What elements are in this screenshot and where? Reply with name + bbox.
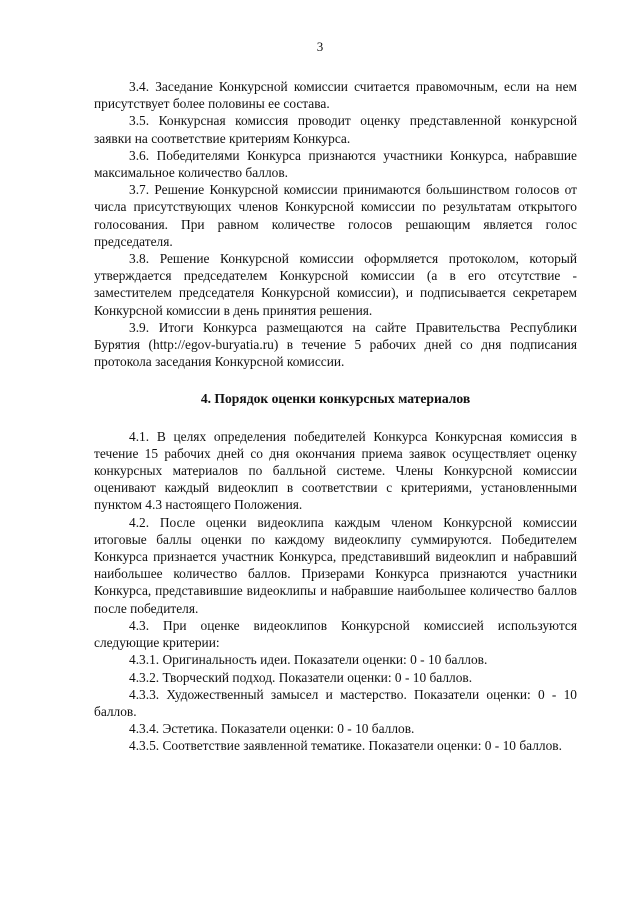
paragraph-4-1: 4.1. В целях определения победителей Конкурса Конкурсная комиссия в течение 15 рабочих дней со дня окончания приема заявок осуществляет оценку конкурсных материалов по балльной системе. Члены Конкурсной комиссии оценивают каждый видеоклип в соответствии с критериями, установленными пунктом 4.3 настоящего Положения. <box>94 428 577 513</box>
paragraph-4-2: 4.2. После оценки видеоклипа каждым членом Конкурсной комиссии итоговые баллы оценки по каждому видеоклипу суммируются. Победителем Конкурса признается участник Конкурса, представивший видеоклип и набравший наибольшее количество баллов. Призерами Конкурса признаются участники Конкурса, представившие видеоклипы и набравшие наибольшее количество баллов после победителя. <box>94 514 577 616</box>
criterion-4-3-1: 4.3.1. Оригинальность идеи. Показатели оценки: 0 - 10 баллов. <box>129 652 488 668</box>
criterion-4-3-4: 4.3.4. Эстетика. Показатели оценки: 0 - 10 баллов. <box>129 721 415 737</box>
page-number: 3 <box>316 39 324 54</box>
paragraph-3-6: 3.6. Победителями Конкурса признаются участники Конкурса, набравшие максимальное количество баллов. <box>94 147 577 181</box>
section-4-heading: 4. Порядок оценки конкурсных материалов <box>200 391 471 407</box>
criterion-4-3-2: 4.3.2. Творческий подход. Показатели оценки: 0 - 10 баллов. <box>129 669 473 685</box>
paragraph-3-7: 3.7. Решение Конкурсной комиссии принимаются большинством голосов от числа присутствующих членов Конкурсной комиссии по результатам открытого голосования. При равном количестве голосов решающим является голос председателя. <box>94 182 577 249</box>
criterion-4-3-5: 4.3.5. Соответствие заявленной тематике. Показатели оценки: 0 - 10 баллов. <box>129 738 562 754</box>
paragraph-3-5: 3.5. Конкурсная комиссия проводит оценку представленной конкурсной заявки на соответствие критериям Конкурса. <box>94 113 577 146</box>
paragraph-3-4: 3.4. Заседание Конкурсной комиссии считается правомочным, если на нем присутствует более половины ее состава. <box>94 79 577 112</box>
paragraph-3-8: 3.8. Решение Конкурсной комиссии оформляется протоколом, который утверждается председателем Конкурсной комиссии (а в его отсутствие - заместителем председателя Конкурсной комиссии), и подписывается секретарем Конкурсной комиссии в день принятия решения. <box>94 251 577 318</box>
document-body <box>94 78 577 755</box>
criterion-4-3-3: 4.3.3. Художественный замысел и мастерство. Показатели оценки: 0 - 10 баллов. <box>94 686 577 719</box>
paragraph-3-9: 3.9. Итоги Конкурса размещаются на сайте Правительства Республики Бурятия (http://egov-buryatia.ru) в течение 5 рабочих дней со дня подписания протокола заседания Конкурсной комиссии. <box>94 319 577 370</box>
paragraph-4-3: 4.3. При оценке видеоклипов Конкурсной комиссией используются следующие критерии: <box>94 617 577 651</box>
